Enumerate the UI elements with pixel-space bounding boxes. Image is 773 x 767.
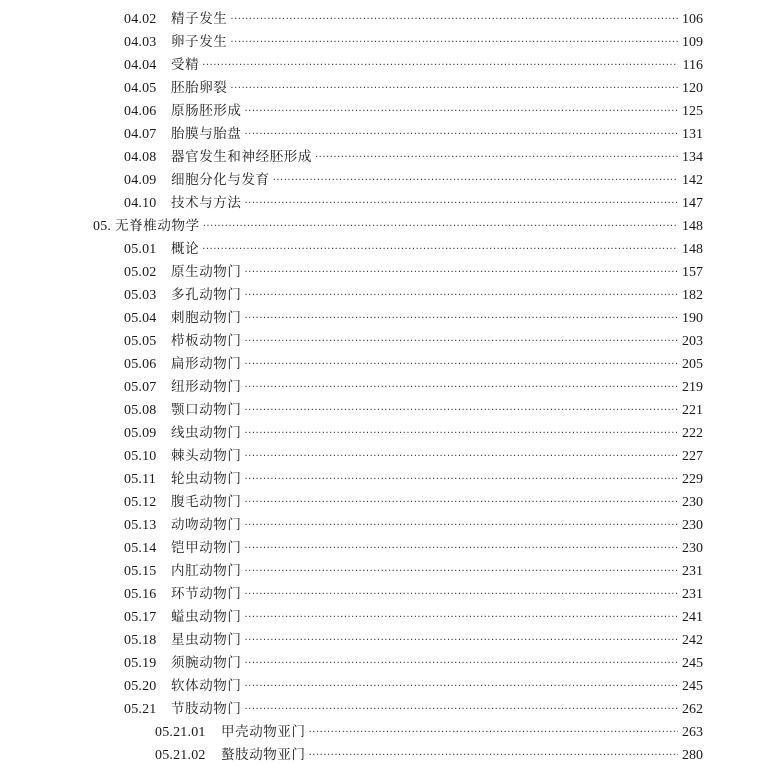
toc-entry-title: 节肢动物门 xyxy=(171,701,242,717)
toc-entry[interactable] xyxy=(0,468,773,491)
dot-leader xyxy=(315,145,678,168)
toc-entry-title: 细胞分化与发育 xyxy=(171,172,270,188)
toc-entry-number: 04.10 xyxy=(124,196,157,211)
toc-entry-title: 胚胎卵裂 xyxy=(171,80,228,96)
toc-entry-page-number: 280 xyxy=(682,748,703,763)
dot-leader xyxy=(245,375,679,398)
toc-entry-page-number: 221 xyxy=(682,403,703,418)
toc-entry-number: 05.04 xyxy=(124,311,157,326)
toc-entry-number: 04.02 xyxy=(124,12,157,27)
dot-leader xyxy=(245,628,679,651)
toc-entry-line xyxy=(124,146,703,169)
toc-entry-page-number: 231 xyxy=(682,564,703,579)
toc-entry[interactable] xyxy=(0,100,773,123)
dot-leader xyxy=(245,329,679,352)
toc-entry[interactable] xyxy=(0,537,773,560)
toc-entry[interactable] xyxy=(0,330,773,353)
toc-entry-page-number: 227 xyxy=(682,449,703,464)
toc-entry-number: 05.13 xyxy=(124,518,157,533)
toc-entry-number: 04.03 xyxy=(124,35,157,50)
dot-leader xyxy=(245,674,679,697)
toc-entry[interactable] xyxy=(0,606,773,629)
toc-entry[interactable] xyxy=(0,8,773,31)
dot-leader xyxy=(245,651,679,674)
toc-entry-title: 螠虫动物门 xyxy=(171,609,242,625)
toc-entry-line xyxy=(124,629,703,652)
dot-leader xyxy=(245,283,679,306)
dot-leader xyxy=(245,559,679,582)
toc-entry-title: 动吻动物门 xyxy=(171,517,242,533)
toc-entry-title: 扁形动物门 xyxy=(171,356,242,372)
dot-leader xyxy=(245,605,679,628)
toc-entry-line xyxy=(124,8,703,31)
toc-entry-title: 颚口动物门 xyxy=(171,402,242,418)
toc-entry-page-number: 142 xyxy=(682,173,703,188)
toc-entry-title: 原生动物门 xyxy=(171,264,242,280)
toc-entry-title: 须腕动物门 xyxy=(171,655,242,671)
dot-leader xyxy=(245,444,679,467)
toc-entry-line xyxy=(155,721,703,744)
dot-leader xyxy=(245,352,679,375)
toc-entry-line xyxy=(124,261,703,284)
toc-entry[interactable] xyxy=(0,77,773,100)
toc-entry-title: 线虫动物门 xyxy=(171,425,242,441)
toc-entry-title: 纽形动物门 xyxy=(171,379,242,395)
toc-entry-line xyxy=(124,100,703,123)
dot-leader xyxy=(245,536,679,559)
toc-entry-line xyxy=(124,698,703,721)
toc-entry[interactable] xyxy=(0,399,773,422)
toc-entry-line xyxy=(124,652,703,675)
dot-leader xyxy=(245,306,679,329)
table-of-contents xyxy=(0,8,773,767)
dot-leader xyxy=(245,582,679,605)
toc-entry-title: 栉板动物门 xyxy=(171,333,242,349)
dot-leader xyxy=(309,743,678,766)
toc-entry-page-number: 182 xyxy=(682,288,703,303)
toc-entry-page-number: 262 xyxy=(682,702,703,717)
toc-entry-page-number: 109 xyxy=(682,35,703,50)
toc-entry-title: 刺胞动物门 xyxy=(171,310,242,326)
toc-entry-number: 05.09 xyxy=(124,426,157,441)
toc-entry-page-number: 106 xyxy=(682,12,703,27)
toc-entry-page-number: 131 xyxy=(682,127,703,142)
toc-entry-number: 05.05 xyxy=(124,334,157,349)
toc-entry-page-number: 241 xyxy=(682,610,703,625)
toc-entry-number: 05.11 xyxy=(124,472,156,487)
toc-entry-line xyxy=(124,54,703,77)
toc-entry[interactable] xyxy=(0,583,773,606)
toc-entry-line xyxy=(124,445,703,468)
toc-entry-number: 05.21 xyxy=(124,702,157,717)
toc-entry-number: 04.07 xyxy=(124,127,157,142)
toc-entry-page-number: 231 xyxy=(682,587,703,602)
dot-leader xyxy=(245,398,679,421)
toc-entry[interactable] xyxy=(0,445,773,468)
toc-entry-page-number: 219 xyxy=(682,380,703,395)
dot-leader xyxy=(202,53,678,76)
toc-entry-line xyxy=(124,514,703,537)
toc-entry[interactable] xyxy=(0,721,773,744)
toc-entry-line xyxy=(124,238,703,261)
toc-entry-page-number: 245 xyxy=(682,679,703,694)
toc-entry-line xyxy=(124,192,703,215)
toc-entry-number: 05.16 xyxy=(124,587,157,602)
toc-entry-line xyxy=(124,583,703,606)
toc-entry[interactable] xyxy=(0,169,773,192)
dot-leader xyxy=(245,513,679,536)
toc-entry[interactable] xyxy=(0,491,773,514)
toc-entry-title: 星虫动物门 xyxy=(171,632,242,648)
toc-entry[interactable] xyxy=(0,698,773,721)
toc-entry[interactable] xyxy=(0,652,773,675)
toc-entry-number: 05.10 xyxy=(124,449,157,464)
toc-entry[interactable] xyxy=(0,31,773,54)
toc-entry-title: 软体动物门 xyxy=(171,678,242,694)
toc-entry[interactable] xyxy=(0,146,773,169)
toc-entry-number: 04.08 xyxy=(124,150,157,165)
toc-entry-title: 胎膜与胎盘 xyxy=(171,126,242,142)
toc-entry-title: 精子发生 xyxy=(171,11,228,27)
toc-entry-number: 05.01 xyxy=(124,242,157,257)
toc-entry-number: 04.04 xyxy=(124,58,157,73)
toc-entry-page-number: 148 xyxy=(682,219,703,234)
dot-leader xyxy=(230,7,678,30)
dot-leader xyxy=(245,697,679,720)
toc-entry-page-number: 229 xyxy=(682,472,703,487)
toc-entry-page-number: 125 xyxy=(682,104,703,119)
toc-entry[interactable] xyxy=(0,422,773,445)
toc-entry-title: 概论 xyxy=(171,241,200,257)
toc-entry-page-number: 190 xyxy=(682,311,703,326)
toc-entry-line xyxy=(124,560,703,583)
toc-entry-number: 05.08 xyxy=(124,403,157,418)
toc-entry-page-number: 230 xyxy=(682,541,703,556)
toc-entry-title: 腹毛动物门 xyxy=(171,494,242,510)
toc-entry-title: 内肛动物门 xyxy=(171,563,242,579)
toc-entry-line xyxy=(124,123,703,146)
toc-entry-title: 螯肢动物亚门 xyxy=(221,747,306,763)
toc-entry-page-number: 134 xyxy=(682,150,703,165)
toc-entry-title: 轮虫动物门 xyxy=(171,471,242,487)
toc-entry-page-number: 205 xyxy=(682,357,703,372)
toc-entry[interactable] xyxy=(0,675,773,698)
toc-entry-number: 05.20 xyxy=(124,679,157,694)
dot-leader xyxy=(245,490,679,513)
toc-entry-title: 多孔动物门 xyxy=(171,287,242,303)
toc-entry-number: 05.03 xyxy=(124,288,157,303)
toc-entry-line xyxy=(124,353,703,376)
toc-entry[interactable] xyxy=(0,123,773,146)
toc-entry-number: 05.19 xyxy=(124,656,157,671)
toc-entry-number: 04.09 xyxy=(124,173,157,188)
dot-leader xyxy=(309,720,678,743)
toc-entry-title: 无脊椎动物学 xyxy=(115,218,200,234)
toc-entry-page-number: 203 xyxy=(682,334,703,349)
toc-entry-title: 棘头动物门 xyxy=(171,448,242,464)
toc-entry-line xyxy=(155,744,703,767)
toc-entry-number: 05.02 xyxy=(124,265,157,280)
toc-entry-line xyxy=(124,399,703,422)
dot-leader xyxy=(245,421,679,444)
toc-entry-number: 05.14 xyxy=(124,541,157,556)
toc-entry-line xyxy=(124,491,703,514)
dot-leader xyxy=(245,467,679,490)
dot-leader xyxy=(273,168,678,191)
toc-entry-number: 05.06 xyxy=(124,357,157,372)
toc-entry-line xyxy=(124,675,703,698)
toc-entry-page-number: 157 xyxy=(682,265,703,280)
toc-entry-line xyxy=(124,77,703,100)
toc-entry-title: 卵子发生 xyxy=(171,34,228,50)
toc-entry-title: 受精 xyxy=(171,57,200,73)
dot-leader xyxy=(245,99,679,122)
toc-entry-page-number: 230 xyxy=(682,518,703,533)
dot-leader xyxy=(245,122,679,145)
toc-entry-number: 05.21.02 xyxy=(155,748,206,763)
toc-entry-line xyxy=(124,606,703,629)
toc-entry-line xyxy=(124,330,703,353)
toc-entry[interactable] xyxy=(0,238,773,261)
toc-entry-page-number: 242 xyxy=(682,633,703,648)
toc-entry[interactable] xyxy=(0,54,773,77)
toc-entry-title: 器官发生和神经胚形成 xyxy=(171,149,312,165)
toc-entry-line xyxy=(124,307,703,330)
toc-entry[interactable] xyxy=(0,353,773,376)
toc-entry[interactable] xyxy=(0,744,773,767)
toc-entry-line xyxy=(124,537,703,560)
toc-entry-line xyxy=(124,31,703,54)
toc-entry-number: 04.05 xyxy=(124,81,157,96)
toc-entry-page-number: 116 xyxy=(682,58,703,73)
toc-entry-page-number: 245 xyxy=(682,656,703,671)
toc-entry[interactable] xyxy=(0,560,773,583)
toc-entry[interactable] xyxy=(0,307,773,330)
dot-leader xyxy=(230,76,678,99)
toc-entry[interactable] xyxy=(0,629,773,652)
toc-entry-title: 环节动物门 xyxy=(171,586,242,602)
toc-entry[interactable] xyxy=(0,376,773,399)
toc-entry-number: 05.17 xyxy=(124,610,157,625)
toc-entry-page-number: 263 xyxy=(682,725,703,740)
toc-entry-title: 铠甲动物门 xyxy=(171,540,242,556)
toc-entry-line xyxy=(124,284,703,307)
toc-entry[interactable] xyxy=(0,215,773,238)
toc-entry-page-number: 120 xyxy=(682,81,703,96)
dot-leader xyxy=(245,260,679,283)
toc-entry[interactable] xyxy=(0,284,773,307)
toc-entry-page-number: 222 xyxy=(682,426,703,441)
toc-entry[interactable] xyxy=(0,192,773,215)
dot-leader xyxy=(203,214,678,237)
toc-entry-page-number: 147 xyxy=(682,196,703,211)
toc-entry-title: 原肠胚形成 xyxy=(171,103,242,119)
toc-entry-line xyxy=(93,215,703,238)
toc-entry-line xyxy=(124,169,703,192)
toc-entry-line xyxy=(124,422,703,445)
dot-leader xyxy=(245,191,679,214)
toc-entry-number: 05.21.01 xyxy=(155,725,206,740)
toc-entry-title: 技术与方法 xyxy=(171,195,242,211)
toc-entry-number: 05.12 xyxy=(124,495,157,510)
toc-entry[interactable] xyxy=(0,514,773,537)
dot-leader xyxy=(230,30,678,53)
toc-entry-title: 甲壳动物亚门 xyxy=(221,724,306,740)
toc-entry-number: 04.06 xyxy=(124,104,157,119)
dot-leader xyxy=(202,237,678,260)
toc-entry-page-number: 230 xyxy=(682,495,703,510)
toc-entry-number: 05.07 xyxy=(124,380,157,395)
toc-entry-number: 05.18 xyxy=(124,633,157,648)
toc-entry-number: 05. xyxy=(93,219,112,234)
toc-entry-number: 05.15 xyxy=(124,564,157,579)
toc-entry-line xyxy=(124,376,703,399)
toc-entry[interactable] xyxy=(0,261,773,284)
toc-entry-page-number: 148 xyxy=(682,242,703,257)
toc-entry-line xyxy=(124,468,703,491)
